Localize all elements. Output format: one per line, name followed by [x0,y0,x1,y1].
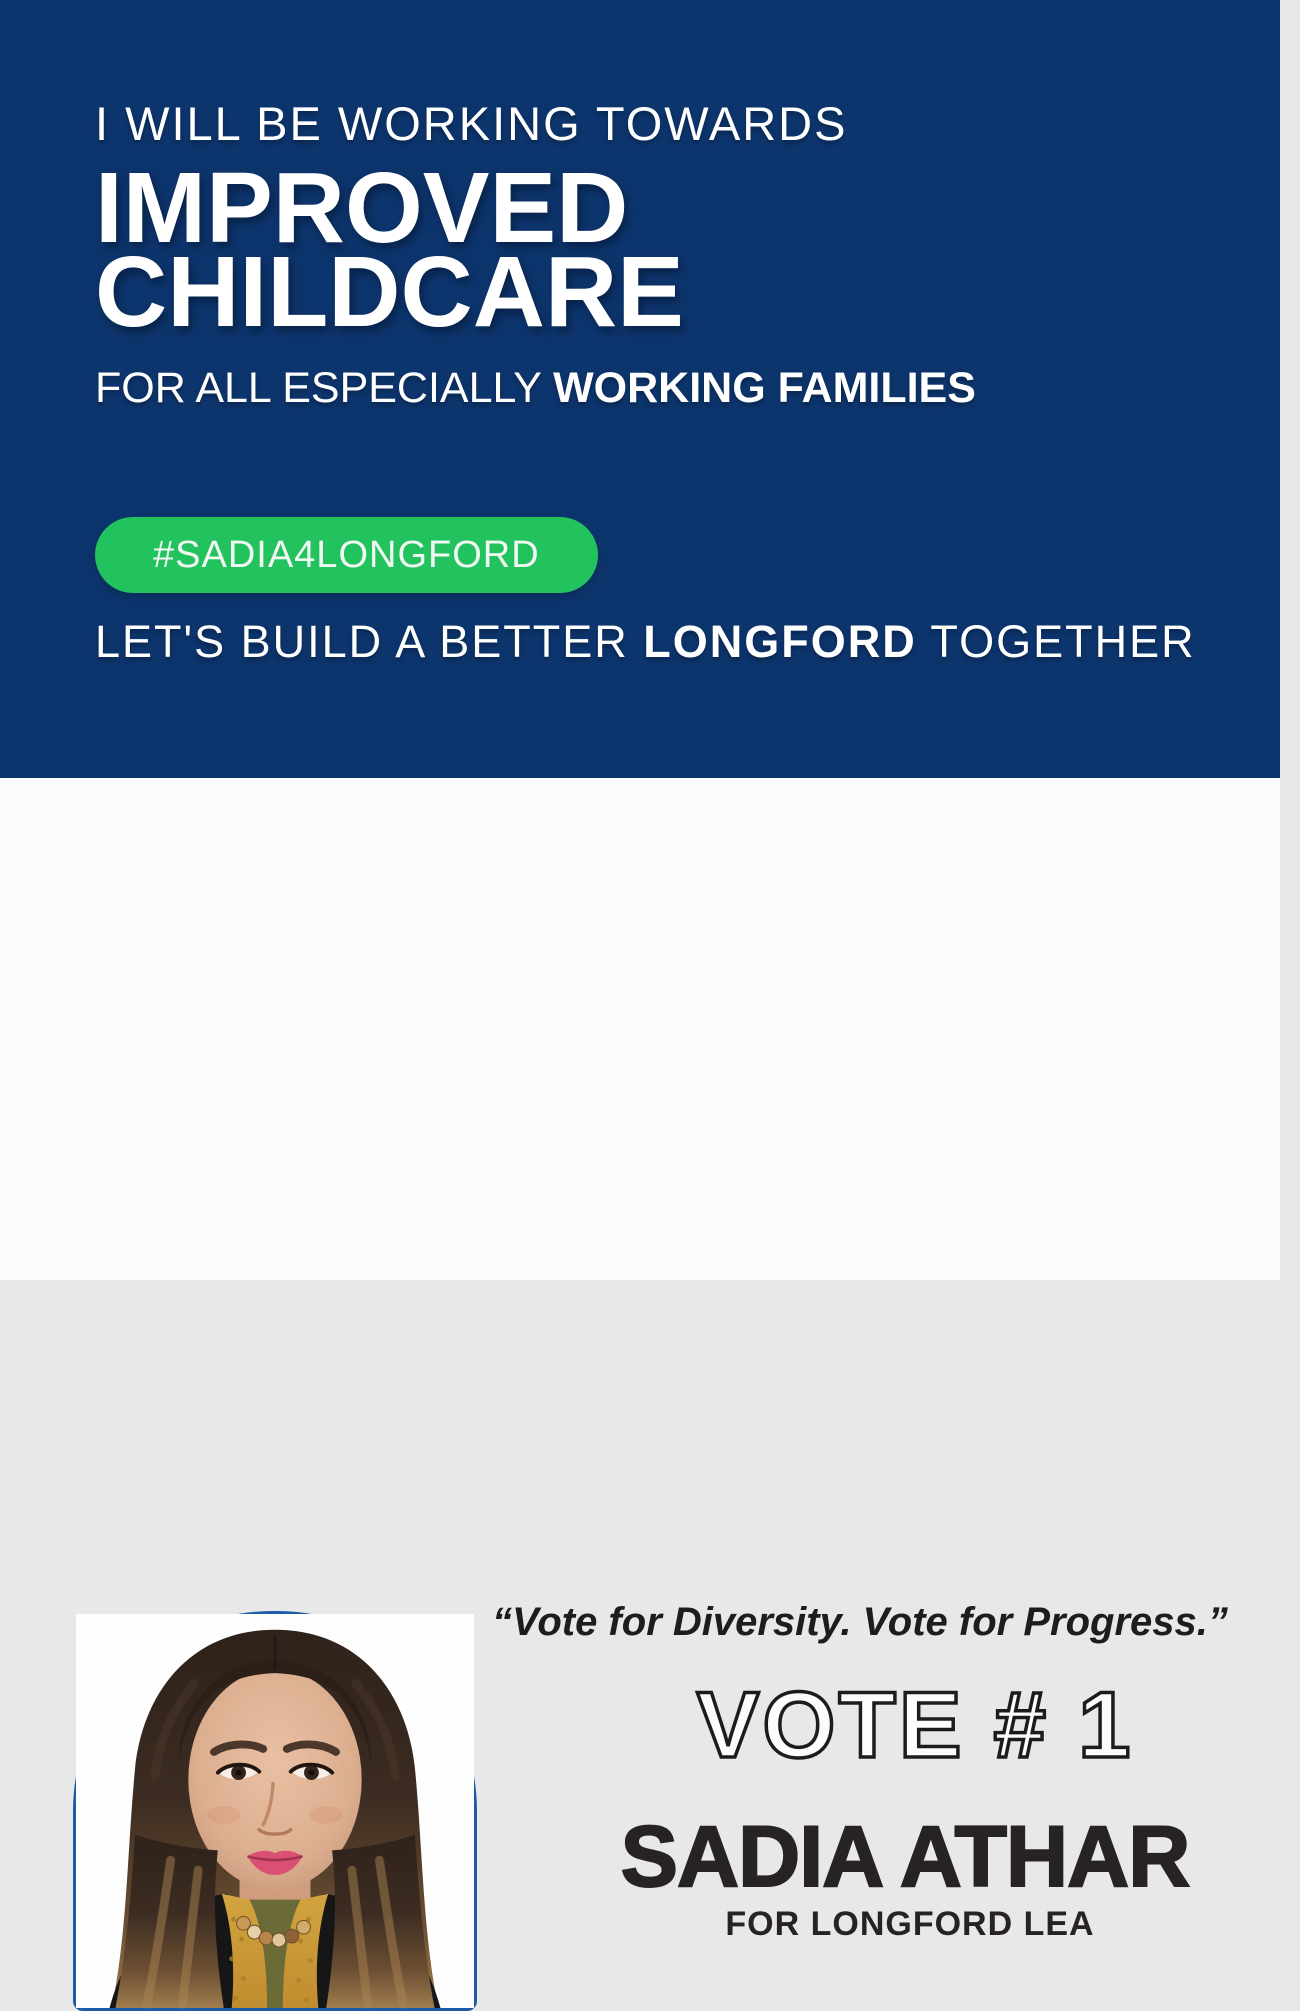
tagline-post: TOGETHER [916,616,1196,667]
subline-regular: FOR ALL ESPECIALLY [95,364,554,412]
tagline [95,616,1196,668]
candidate-photo-frame [73,1611,477,2011]
hashtag-text: #SADIA4LONGFORD [153,533,540,576]
top-navy-section [0,0,1280,778]
vote-number-one-text: VOTE # 1 [696,1672,1134,1777]
headline-line2: CHILDCARE [95,236,684,348]
right-blush [309,1806,342,1824]
subline [95,364,976,413]
left-pupil [236,1770,242,1776]
right-pupil [308,1770,314,1776]
candidate-name: SADIA ATHAR [620,1809,1190,1905]
headline [95,152,684,348]
tagline-pre: LET'S BUILD A BETTER [95,616,644,667]
campaign-quote: “Vote for Diversity. Vote for Progress.” [492,1600,1228,1644]
bottom-light-section [0,778,1280,1943]
hashtag-badge [95,517,598,593]
candidate-role: FOR LONGFORD LEA [725,1905,1095,1943]
subline-bold: WORKING FAMILIES [553,364,976,412]
left-blush [207,1806,240,1824]
candidate-photo [76,1614,474,2008]
tagline-bold: LONGFORD [643,616,917,667]
headline-line1: IMPROVED [95,152,629,264]
kicker-text: I WILL BE WORKING TOWARDS [95,97,848,150]
